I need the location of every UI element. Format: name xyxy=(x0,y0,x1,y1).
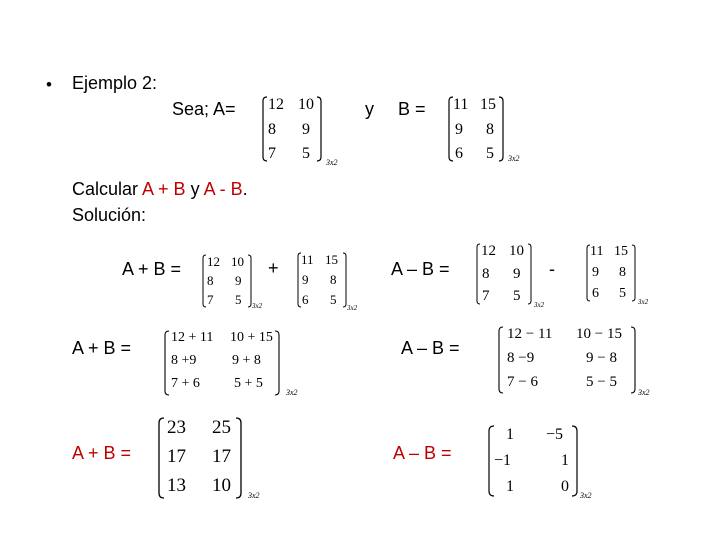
matrix-a xyxy=(262,96,338,168)
matrix-cell: 15 xyxy=(325,252,338,267)
matrix-cell: 5 + 5 xyxy=(234,376,263,391)
matrix-dimension: 3x2 xyxy=(638,298,649,306)
matrix-b-cell: 5 xyxy=(486,145,494,162)
matrix-cell: 1 xyxy=(506,478,514,495)
a-minus-b-result-label: A – B = xyxy=(393,443,452,463)
matrix-cell: 7 xyxy=(207,292,214,307)
matrix-dimension: 3x2 xyxy=(252,302,263,310)
matrix-a-cell: 12 xyxy=(268,96,284,113)
matrix-cell: 5 xyxy=(513,288,521,304)
minus-sign: - xyxy=(549,259,555,279)
matrix-cell: −1 xyxy=(494,452,512,469)
matrix-dimension: 3x2 xyxy=(347,304,358,312)
matrix-dimension: 3x2 xyxy=(248,491,260,500)
matrix-dimension: 3x2 xyxy=(580,491,592,500)
b-equals-label: B = xyxy=(398,99,426,119)
matrix-b-dimension: 3x2 xyxy=(508,154,520,163)
sum-expression-matrix xyxy=(164,330,304,400)
matrix-a-cell: 10 xyxy=(298,96,314,113)
matrix-cell: 12 xyxy=(481,243,496,259)
matrix-b-cell: 6 xyxy=(455,145,463,162)
difference-result-matrix xyxy=(488,425,602,503)
a-minus-b-label: A – B = xyxy=(401,338,460,358)
matrix-cell: 10 + 15 xyxy=(230,330,273,345)
matrix-dimension: 3x2 xyxy=(286,388,298,397)
matrix-cell: 23 xyxy=(167,417,186,438)
calculate-line xyxy=(72,179,248,200)
matrix-cell: 7 − 6 xyxy=(507,374,538,390)
matrix-b-cell: 11 xyxy=(453,96,469,113)
matrix-cell: 7 + 6 xyxy=(171,376,200,391)
matrix-cell: 5 xyxy=(235,292,242,307)
matrix-b-small-sum xyxy=(297,252,369,314)
matrix-cell: 17 xyxy=(212,446,231,467)
period: . xyxy=(242,179,248,199)
matrix-cell: 12 xyxy=(207,254,220,269)
matrix-cell: 8 xyxy=(482,266,490,282)
difference-expression-matrix xyxy=(498,326,662,398)
matrix-cell: 9 xyxy=(592,265,599,280)
matrix-a-cell: 5 xyxy=(302,145,310,162)
matrix-dimension: 3x2 xyxy=(638,388,650,397)
matrix-cell: 10 xyxy=(231,254,244,269)
matrix-cell: 5 − 5 xyxy=(586,374,617,390)
matrix-cell: 13 xyxy=(167,475,186,496)
matrix-cell: 9 xyxy=(513,266,521,282)
bullet: • xyxy=(46,75,52,94)
matrix-cell: 15 xyxy=(614,244,628,259)
matrix-cell: 9 − 8 xyxy=(586,350,617,366)
matrix-b-cell: 9 xyxy=(455,121,463,138)
matrix-b-cell: 8 xyxy=(486,121,494,138)
matrix-a-small-diff xyxy=(476,243,556,311)
matrix-cell: 0 xyxy=(561,478,569,495)
matrix-cell: −5 xyxy=(546,426,564,443)
sum-expression-red: A + B xyxy=(142,179,186,199)
matrix-cell: 5 xyxy=(619,286,626,301)
a-minus-b-label: A – B = xyxy=(391,259,450,279)
matrix-cell: 8 +9 xyxy=(171,353,197,368)
matrix-a-cell: 9 xyxy=(302,121,310,138)
matrix-cell: 9 + 8 xyxy=(232,353,261,368)
matrix-a-small-sum xyxy=(202,254,272,314)
matrix-cell: 11 xyxy=(590,244,604,259)
matrix-b-small-diff xyxy=(586,244,658,308)
matrix-cell: 8 −9 xyxy=(507,350,535,366)
matrix-cell: 8 xyxy=(619,265,626,280)
matrix-cell: 10 xyxy=(212,475,231,496)
difference-expression-red: A - B xyxy=(203,179,243,199)
a-plus-b-label: A + B = xyxy=(122,259,182,279)
a-plus-b-label: A + B = xyxy=(72,338,132,358)
matrix-cell: 1 xyxy=(506,426,514,443)
calculate-text: Calcular xyxy=(72,179,143,199)
matrix-b-cell: 15 xyxy=(480,96,496,113)
matrix-cell: 8 xyxy=(207,273,214,288)
matrix-a-cell: 8 xyxy=(268,121,276,138)
matrix-a-cell: 7 xyxy=(268,145,276,162)
matrix-cell: 9 xyxy=(302,272,309,287)
matrix-cell: 11 xyxy=(301,252,314,267)
solution-label: Solución: xyxy=(72,205,147,225)
matrix-cell: 7 xyxy=(482,288,490,304)
matrix-cell: 9 xyxy=(235,273,242,288)
plus-sign: + xyxy=(268,258,279,278)
matrix-cell: 25 xyxy=(212,417,231,438)
matrix-cell: 1 xyxy=(561,452,569,469)
and-text: y xyxy=(185,179,204,199)
sum-result-matrix xyxy=(158,417,270,503)
heading: Ejemplo 2: xyxy=(72,73,158,93)
matrix-cell: 12 − 11 xyxy=(507,326,553,342)
matrix-cell: 17 xyxy=(167,446,186,467)
matrix-dimension: 3x2 xyxy=(534,301,545,309)
matrix-b xyxy=(448,96,524,168)
a-plus-b-result-label: A + B = xyxy=(72,443,132,463)
matrix-cell: 6 xyxy=(592,286,599,301)
matrix-cell: 12 + 11 xyxy=(171,330,214,345)
and-label: y xyxy=(365,99,374,119)
matrix-cell: 8 xyxy=(330,272,337,287)
matrix-cell: 10 − 15 xyxy=(576,326,622,342)
matrix-cell: 10 xyxy=(509,243,524,259)
matrix-cell: 5 xyxy=(330,292,337,307)
matrix-cell: 6 xyxy=(302,292,309,307)
matrix-a-dimension: 3x2 xyxy=(326,158,338,167)
sea-a-label: Sea; A= xyxy=(172,99,236,119)
